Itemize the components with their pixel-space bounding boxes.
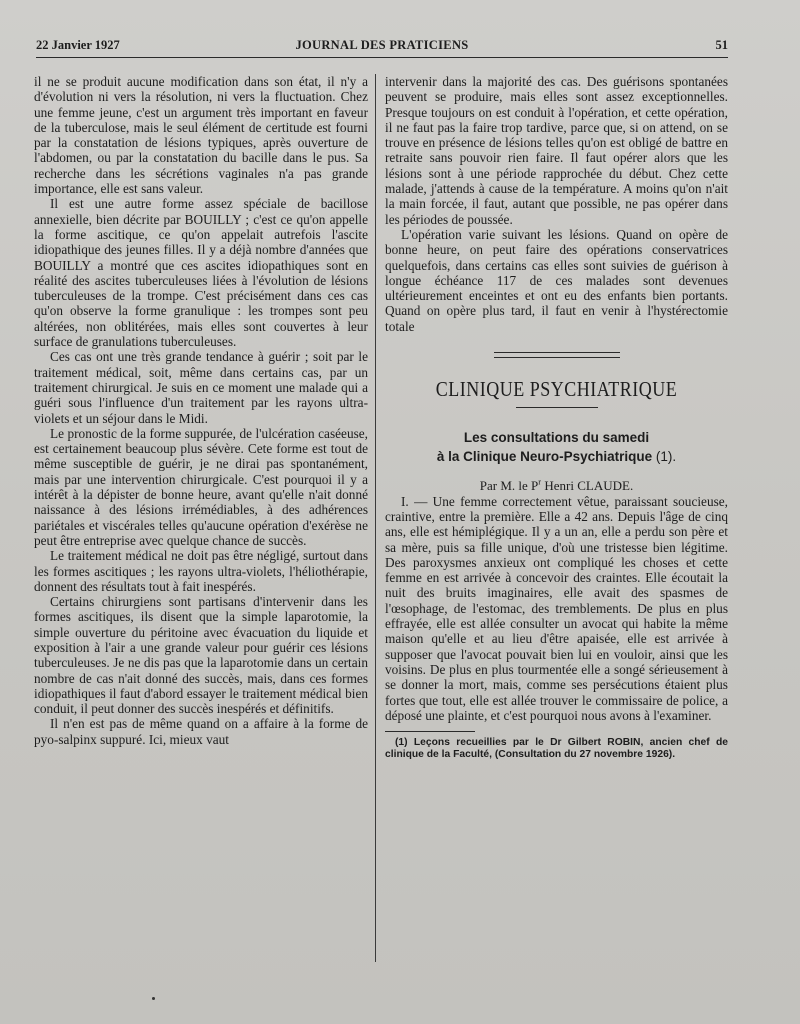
subtitle-line-2 xyxy=(385,447,728,466)
left-column xyxy=(34,74,368,747)
footnote-ref: (1). xyxy=(655,449,677,465)
title-underline xyxy=(516,407,598,408)
page-number: 51 xyxy=(715,38,728,52)
author-name: Henri CLAUDE. xyxy=(544,478,634,494)
author-title-sup: r xyxy=(538,477,542,488)
paragraph: Ces cas ont une très grande tendance à guérir ; soit par le traitement médical, soit, même dans certains cas, par un traitement chirurgical. Je suis en ce moment une malade qui a guéri sous l'influence d'un traitement par les rayons ultra-violets et un séjour dans le Midi. xyxy=(34,349,368,426)
paragraph: Il est une autre forme assez spéciale de bacillose annexielle, bien décrite par BOUILLY ; c'est ce qu'on appelle la forme ascitique, ce qu'on appelait autrefois l'ascite idiopathique des jeunes filles. Il y a déjà nombre d'années que BOUILLY a montré que ces ascites idiopathiques sont en réalité des ascites tuberculeuses liées à l'évolution de lésions tuberculeuses de la trompe. C'est précisément dans ces cas qu'on observe la forme granulique : les trompes sont peu altérées, non oblitérées, mais elles sont couvertes à leur surface de granulations tuberculeuses. xyxy=(34,196,368,350)
column-divider xyxy=(375,74,376,962)
paragraph: Le pronostic de la forme suppurée, de l'ulcération caséeuse, est certainement beaucoup plus sévère. Cete forme est tout de même susceptible de guérir, je ne dirai pas spontanément, mais par une intervention chirurgicale. C'est pourquoi il y a intérêt à la dépister de bonne heure, avant qu'elle n'ait donné naissance à des lésions irrémédiables, à des adhérences pariétales et viscérales telles qu'aucune opération d'exérèse ne peut être entreprise avec quelque chance de succès. xyxy=(34,425,368,548)
article-author xyxy=(385,478,728,493)
paragraph: I. — Une femme correctement vêtue, paraissant soucieuse, craintive, entre la première. Elle a 42 ans. Depuis l'âge de cinq ans, elle est hémiplégique. Il y a un an, elle a perdu son père et sa mère, puis sa fille unique, d'où une tristesse bien légitime. Des paroxysmes anxieux ont compliqué les choses et cette femme en est arrivée à concevoir des craintes. Elle écoutait la nuit des bruits imaginaires, elle avait des spasmes de l'œsophage, de l'estomac, des tremblements. De plus en plus effrayée, elle est allée consulter un avocat qui habite la même maison qu'elle et au lieu d'être apaisée, elle est arrivée à supposer que l'avocat pouvait bien lui en vouloir, ainsi que les voisins. De plus en plus tourmentée elle a songé sérieusement à se donner la mort, mais, comme ses persécutions étaient plus fortes que tout, elle est allée trouver le commissaire de police, a déposé une plainte, et c'est pourquoi nous avons à l'examiner. xyxy=(385,493,728,723)
subtitle-text: à la Clinique Neuro-Psychiatrique xyxy=(436,449,653,465)
page-header xyxy=(36,37,728,58)
paragraph: Certains chirurgiens sont partisans d'intervenir dans les formes ascitiques, ils disent que la simple laparotomie, la simple ouverture du péritoine avec évacuation du liquide et exposition à l'air a une grande valeur pour guérir ces lésions tuberculeuses. Je ne dis pas que la laparotomie dans un certain nombre de cas n'ait donné des succès, mais, dans ces formes idiopathiques il faut d'abord essayer le traitement médical bien conduit, il peut donner des succès inespérés et définitifs. xyxy=(34,594,368,717)
subtitle-line: Les consultations du samedi xyxy=(463,430,650,446)
paragraph: Il n'en est pas de même quand on a affaire à la forme de pyo-salpinx suppuré. Ici, mieux vaut xyxy=(34,716,368,747)
paragraph: intervenir dans la majorité des cas. Des guérisons spontanées peuvent se produire, mais elles sont assez exceptionnelles. Presque toujours on est conduit à l'opération, et cette opération, il ne faut pas la faire trop tardive, parce que, si on attend, on se trouve en présence de lésions telles qu'on est obligé de battre en retraite sans pouvoir rien faire. Il faut opérer alors que les lésions sont à une période rapprochée du début. Chez cette malade, j'attends à cause de la température. A moins qu'on n'ait la main forcée, il faut, autant que possible, ne pas opérer dans les périodes de poussée. xyxy=(385,74,728,227)
author-prefix: Par M. le P xyxy=(479,478,539,494)
print-speck xyxy=(152,997,155,1000)
paragraph: Le traitement médical ne doit pas être négligé, surtout dans les formes ascitiques ; les rayons ultra-violets, l'héliothérapie, donnent des résultats tout à fait inespérés. xyxy=(34,548,368,594)
section-separator xyxy=(494,352,620,358)
right-column xyxy=(385,74,728,761)
paragraph: L'opération varie suivant les lésions. Quand on opère de bonne heure, on peut faire des opérations conservatrices quelquefois, dans certains cas elles sont suivies de guérison à longue échéance 117 de ces malades sont devenues ultérieurement enceintes et ont eu des enfants bien portants. Quand on opère plus tard, il faut en venir à l'hystérectomie totale xyxy=(385,226,728,334)
section-title: CLINIQUE PSYCHIATRIQUE xyxy=(435,377,678,401)
article-subtitle xyxy=(385,428,728,466)
footnote-separator xyxy=(385,731,475,732)
footnote: (1) Leçons recueillies par le Dr Gilbert ROBIN, ancien chef de clinique de la Faculté, (Consultation du 27 novembre 1926). xyxy=(385,737,728,761)
journal-title: JOURNAL DES PRATICIENS xyxy=(295,38,469,52)
paragraph: il ne se produit aucune modification dans son état, il n'y a d'évolution ni vers la résolution, ni vers la fluctuation. Chez une femme jeune, c'est un argument très important en faveur de la tuberculose, mais le seul élément de certitude est fourni par la constatation de lésions typiques, après ouverture de l'abdomen, ou par la constatation du bacille dans le pus. Sa recherche dans les sécrétions vaginales n'a pas grande importance, elle est sans valeur. xyxy=(34,74,368,197)
issue-date: 22 Janvier 1927 xyxy=(36,38,120,52)
